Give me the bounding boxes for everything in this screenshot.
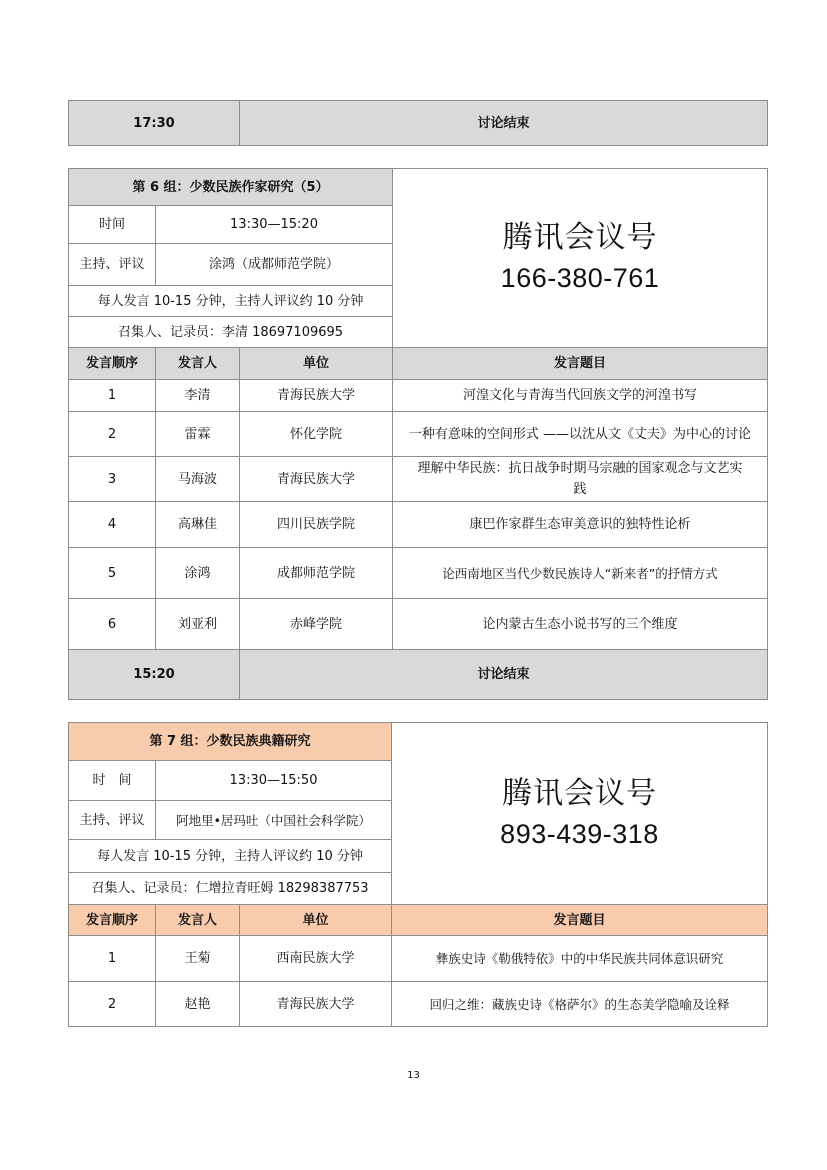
group6-rule: 每人发言 10-15 分钟，主持人评议约 10 分钟 — [68, 285, 393, 317]
group6-header-order: 发言顺序 — [68, 347, 156, 380]
speaker-cell: 刘亚利 — [155, 598, 240, 650]
unit-cell: 西南民族大学 — [239, 935, 392, 982]
topic-cell: 论西南地区当代少数民族诗人“新来者”的抒情方式 — [392, 547, 768, 599]
group7-header-unit: 单位 — [239, 904, 392, 936]
group7-host-label: 主持、评议 — [68, 800, 156, 840]
topic-cell: 理解中华民族：抗日战争时期马宗融的国家观念与文艺实践 — [392, 456, 768, 502]
order-cell: 1 — [68, 379, 156, 412]
speaker-cell: 雷霖 — [155, 411, 240, 457]
speaker-cell: 高琳佳 — [155, 501, 240, 548]
order-cell: 3 — [68, 456, 156, 502]
unit-cell: 青海民族大学 — [239, 379, 393, 412]
speaker-cell: 赵艳 — [155, 981, 240, 1027]
group6-header-unit: 单位 — [239, 347, 393, 380]
unit-cell: 青海民族大学 — [239, 456, 393, 502]
speaker-cell: 李清 — [155, 379, 240, 412]
topic-cell: 彝族史诗《勒俄特依》中的中华民族共同体意识研究 — [391, 935, 768, 982]
speaker-cell: 马海波 — [155, 456, 240, 502]
topic-cell: 河湟文化与青海当代回族文学的河湟书写 — [392, 379, 768, 412]
group7-host-value: 阿地里•居玛吐（中国社会科学院） — [155, 800, 392, 840]
group7-header-topic: 发言题目 — [391, 904, 768, 936]
order-cell: 6 — [68, 598, 156, 650]
unit-cell: 赤峰学院 — [239, 598, 393, 650]
unit-cell: 青海民族大学 — [239, 981, 392, 1027]
topic-cell: 康巴作家群生态审美意识的独特性论析 — [392, 501, 768, 548]
topic-cell: 一种有意味的空间形式 ——以沈从文《丈夫》为中心的讨论 — [392, 411, 768, 457]
page-number: 13 — [407, 1070, 420, 1081]
group7-meeting-title: 腾讯会议号 — [502, 775, 657, 811]
group7-time-value: 13:30—15:50 — [155, 760, 392, 801]
group6-convener: 召集人、记录员：李清 18697109695 — [68, 316, 393, 348]
group6-meeting-title: 腾讯会议号 — [502, 220, 658, 255]
group6-time-value: 13:30—15:20 — [155, 205, 393, 244]
order-cell: 1 — [68, 935, 156, 982]
order-cell: 2 — [68, 981, 156, 1027]
speaker-cell: 涂鸿 — [155, 547, 240, 599]
group7-header-order: 发言顺序 — [68, 904, 156, 936]
unit-cell: 成都师范学院 — [239, 547, 393, 599]
order-cell: 4 — [68, 501, 156, 548]
group6-meeting-number: 166-380-761 — [500, 263, 660, 293]
group6-header-speaker: 发言人 — [155, 347, 240, 380]
group6-host-label: 主持、评议 — [68, 243, 156, 286]
topic-cell: 回归之维：藏族史诗《格萨尔》的生态美学隐喻及诠释 — [391, 981, 768, 1027]
group6-host-value: 涂鸿（成都师范学院） — [155, 243, 393, 286]
group6-end-label: 讨论结束 — [239, 649, 768, 700]
group7-convener: 召集人、记录员：仁增拉青旺姆 18298387753 — [68, 872, 392, 905]
group7-title: 第 7 组：少数民族典籍研究 — [68, 722, 392, 761]
group6-end-time: 15:20 — [68, 649, 240, 700]
unit-cell: 四川民族学院 — [239, 501, 393, 548]
group7-meeting-box — [391, 722, 768, 905]
group6-header-topic: 发言题目 — [392, 347, 768, 380]
order-cell: 5 — [68, 547, 156, 599]
topic-cell: 论内蒙古生态小说书写的三个维度 — [392, 598, 768, 650]
order-cell: 2 — [68, 411, 156, 457]
group7-rule: 每人发言 10-15 分钟，主持人评议约 10 分钟 — [68, 839, 392, 873]
group7-time-label: 时 间 — [68, 760, 156, 801]
unit-cell: 怀化学院 — [239, 411, 393, 457]
group7-meeting-number: 893-439-318 — [500, 818, 659, 849]
group6-time-label: 时间 — [68, 205, 156, 244]
speaker-cell: 王菊 — [155, 935, 240, 982]
end-label-cell: 讨论结束 — [239, 100, 768, 146]
group6-title: 第 6 组：少数民族作家研究（5） — [68, 168, 393, 206]
group7-header-speaker: 发言人 — [155, 904, 240, 936]
end-time-cell: 17:30 — [68, 100, 240, 146]
group6-meeting-box — [392, 168, 768, 348]
